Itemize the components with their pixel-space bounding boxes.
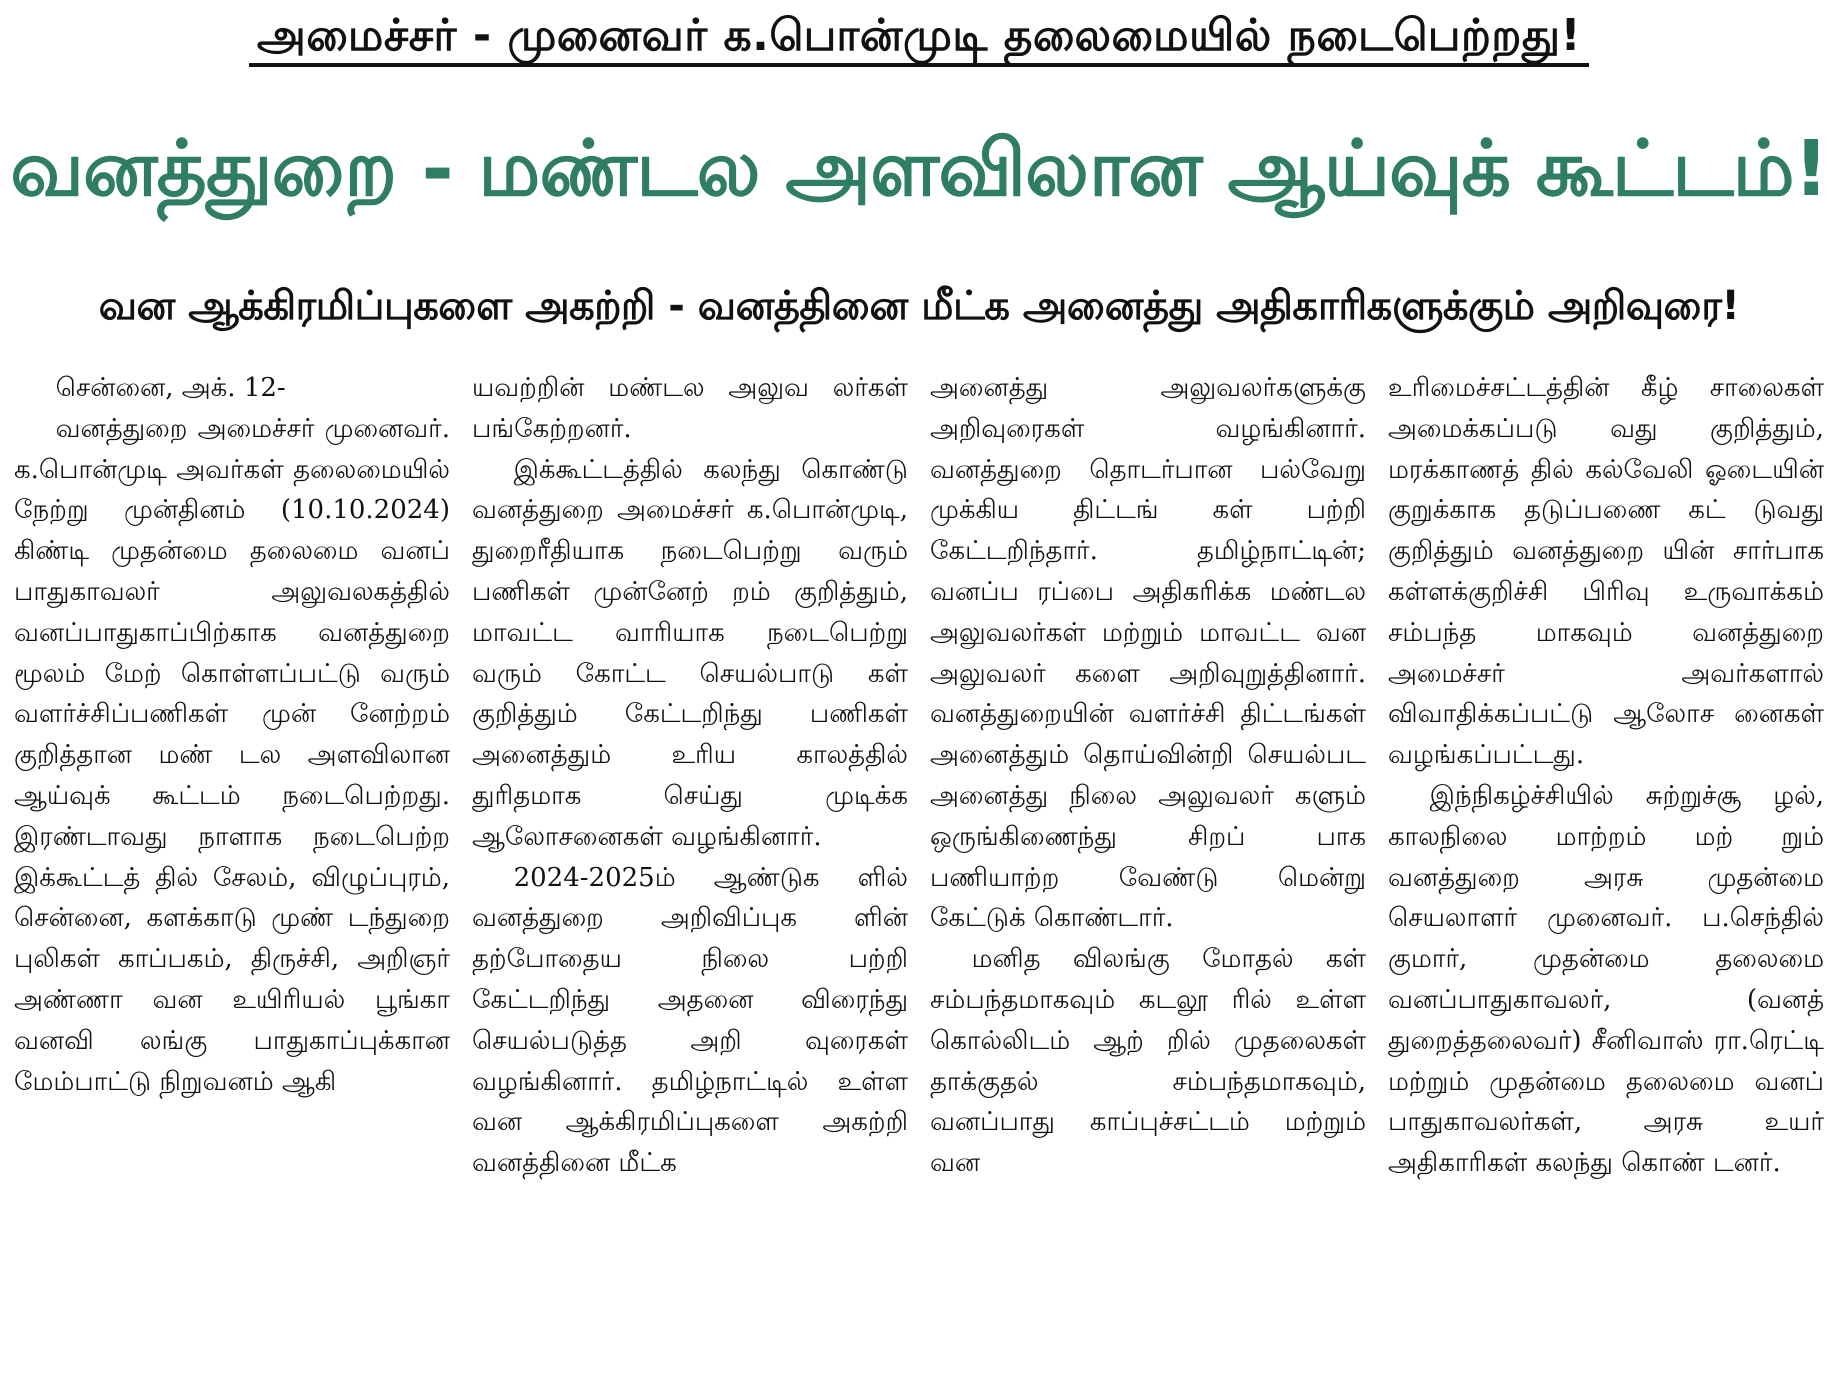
kicker-text: அமைச்சர் - முனைவர் க.பொன்முடி தலைமையில் நடைபெற்றது! [249,10,1589,67]
dateline: சென்னை, அக். 12- [55,373,286,403]
column-3 [930,368,1366,1392]
paragraph: இந்நிகழ்ச்சியில் சுற்றுச்சூ ழல், காலநிலை மாற்றம் மற் றும் வனத்துறை அரசு முதன்மை செயலாளர் முனைவர். ப.செந்தில் குமார், முதன்மை தலைமை வனப்பாதுகாவலர், (வனத் துறைத்தலைவர்) சீனிவாஸ் ரா.ரெட்டி மற்றும் முதன்மை தலைமை வனப் பாதுகாவலர்கள், அரசு உயர் அதிகாரிகள் கலந்து கொண் டனர். [1388,780,1824,1179]
paragraph: 2024-2025ம் ஆண்டுக ளில் வனத்துறை அறிவிப்புக ளின் தற்போதைய நிலை பற்றி கேட்டறிந்து அதனை விரைந்து செயல்படுத்த அறி வுரைகள் வழங்கினார். தமிழ்நாட்டில் உள்ள வன ஆக்கிரமிப்புகளை அகற்றி வனத்தினை மீட்க [472,862,908,1179]
paragraph: இக்கூட்டத்தில் கலந்து கொண்டு வனத்துறை அமைச்சர் க.பொன்முடி, துறைரீதியாக நடைபெற்று வரும் பணிகள் முன்னேற் றம் குறித்தும், மாவட்ட வாரியாக நடைபெற்று வரும் கோட்ட செயல்பாடு கள் குறித்தும் கேட்டறிந்து பணிகள் அனைத்தும் உரிய காலத்தில் துரிதமாக செய்து முடிக்க ஆலோசனைகள் வழங்கினார். [472,454,908,852]
article-body [14,368,1824,1392]
column-4 [1388,368,1824,1392]
subheadline: வன ஆக்கிரமிப்புகளை அகற்றி - வனத்தினை மீட்க அனைத்து அதிகாரிகளுக்கும் அறிவுரை! [98,283,1740,329]
column-2 [472,368,908,1392]
paragraph: வனத்துறை அமைச்சர் முனைவர். க.பொன்முடி அவர்கள் தலைமையில் நேற்று முன்தினம் (10.10.2024) கிண்டி முதன்மை தலைமை வனப் பாதுகாவலர் அலுவலகத்தில் வனப்பாதுகாப்பிற்காக வனத்துறை மூலம் மேற் கொள்ளப்பட்டு வரும் வளர்ச்சிப்பணிகள் முன் னேற்றம் குறித்தான மண் டல அளவிலான ஆய்வுக் கூட்டம் நடைபெற்றது. இரண்டாவது நாளாக நடைபெற்ற இக்கூட்டத் தில் சேலம், விழுப்புரம், சென்னை, களக்காடு முண் டந்துறை புலிகள் காப்பகம், திருச்சி, அறிஞர் அண்ணா வன உயிரியல் பூங்கா வனவி லங்கு பாதுகாப்புக்கான மேம்பாட்டு நிறுவனம் ஆகி [14,413,450,1097]
paragraph: மனித விலங்கு மோதல் கள் சம்பந்தமாகவும் கடலூ ரில் உள்ள கொல்லிடம் ஆற் றில் முதலைகள் தாக்குதல் சம்பந்தமாகவும், வனப்பாது காப்புச்சட்டம் மற்றும் வன [930,944,1366,1179]
paragraph: உரிமைச்சட்டத்தின் கீழ் சாலைகள் அமைக்கப்படு வது குறித்தும், மரக்காணத் தில் கல்வேலி ஓடையின் குறுக்காக தடுப்பணை கட் டுவது குறித்தும் வனத்துறை யின் சார்பாக கள்ளக்குறிச்சி பிரிவு உருவாக்கம் சம்பந்த மாகவும் வனத்துறை அமைச்சர் அவர்களால் விவாதிக்கப்பட்டு ஆலோச னைகள் வழங்கப்பட்டது. [1388,373,1824,771]
paragraph: அனைத்து அலுவலர்களுக்கு அறிவுரைகள் வழங்கினார். வனத்துறை தொடர்பான பல்வேறு முக்கிய திட்டங் கள் பற்றி கேட்டறிந்தார். தமிழ்நாட்டின்; வனப்ப ரப்பை அதிகரிக்க மண்டல அலுவலர்கள் மற்றும் மாவட்ட வன அலுவலர் களை அறிவுறுத்தினார். வனத்துறையின் வளர்ச்சி திட்டங்கள் அனைத்தும் தொய்வின்றி செயல்பட அனைத்து நிலை அலுவலர் களும் ஒருங்கிணைந்து சிறப் பாக பணியாற்ற வேண்டு மென்று கேட்டுக் கொண்டார். [930,373,1366,934]
column-1 [14,368,450,1392]
kicker-line [0,6,1838,66]
headline: வனத்துறை - மண்டல அளவிலான ஆய்வுக் கூட்டம்! [10,125,1828,214]
paragraph: யவற்றின் மண்டல அலுவ லர்கள் பங்கேற்றனர். [472,373,908,444]
